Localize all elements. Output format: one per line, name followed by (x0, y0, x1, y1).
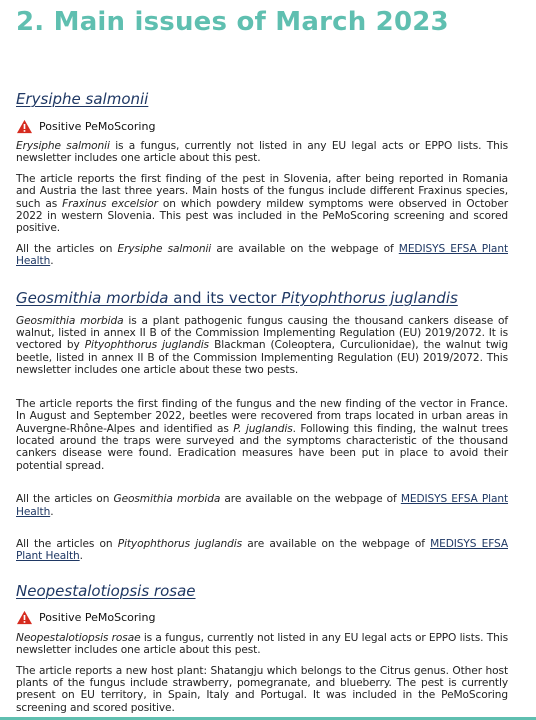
section-neopestalotiopsis-rosae (16, 581, 508, 714)
medisys-link[interactable]: MEDISYS EFSA Plant Health (16, 242, 508, 268)
paragraph: The article reports the first finding of the pest in Slovenia, after being reported in Romania and Austria the last three years. Main hosts of the fungus include different Fraxinus species, such as Fraxinus excelsior on which powdery mildew symptoms were observed in October 2022 in western Slovenia. This pest was included in the PeMoScoring screening and scored positive. (16, 172, 508, 235)
badge-label: Positive PeMoScoring (39, 611, 156, 625)
paragraph: The article reports the first finding of the fungus and the new finding of the vector in France. In August and September 2022, beetles were recovered from traps located in urban areas in Auvergne-Rhône-Alpes and identified as P. juglandis. Following this finding, the walnut trees located around the traps were surveyed and the symptoms characteristic of the thousand cankers disease were found. Eradication measures have been put in place to avoid their potential spread. (16, 397, 508, 472)
paragraph: The article reports a new host plant: Shatangju which belongs to the Citrus genus. Other host plants of the fungus include strawberry, pomegranate, and blueberry. The pest is currently present on EU territory, in Spain, Italy and Portugal. It was included in the PeMoScoring screening and scored positive. (16, 664, 508, 714)
paragraph: Erysiphe salmonii is a fungus, currently not listed in any EU legal acts or EPPO lists. This newsletter includes one article about this pest. (16, 140, 508, 165)
paragraph: All the articles on Erysiphe salmonii are available on the webpage of MEDISYS EFSA Plant Health. (16, 242, 508, 268)
paragraph: Neopestalotiopsis rosae is a fungus, currently not listed in any EU legal acts or EPPO lists. This newsletter includes one article about this pest. (16, 631, 508, 657)
badge-label: Positive PeMoScoring (39, 119, 156, 133)
paragraph: Geosmithia morbida is a plant pathogenic fungus causing the thousand cankers disease of walnut, listed in annex II B of the Commission Implementing Regulation (EU) 2019/2072. It is vectored by Pityophthorus juglandis Blackman (Coleoptera, Curculionidae), the walnut twig beetle, listed in annex II B of the Commission Implementing Regulation (EU) 2019/2072. This newsletter includes one article about these two pests. (16, 314, 508, 377)
pemoscoring-badge (16, 118, 508, 134)
section-title[interactable]: Neopestalotiopsis rosae (16, 581, 196, 600)
warning-triangle-icon (16, 610, 33, 625)
warning-triangle-icon (16, 119, 33, 134)
section-title[interactable]: Geosmithia morbida and its vector Pityophthorus juglandis (16, 288, 458, 307)
paragraph: All the articles on Geosmithia morbida are available on the webpage of MEDISYS EFSA Plant Health. (16, 493, 509, 518)
paragraph: All the articles on Pityophthorus juglandis are available on the webpage of MEDISYS EFSA Plant Health. (16, 537, 508, 563)
page-title: 2. Main issues of March 2023 (16, 7, 449, 37)
main-content (16, 89, 508, 714)
pemoscoring-badge (16, 610, 508, 626)
section-erysiphe-salmonii (16, 89, 508, 268)
medisys-link[interactable]: MEDISYS EFSA Plant Health (16, 537, 508, 563)
section-geosmithia-morbida (16, 288, 508, 563)
section-title[interactable]: Erysiphe salmonii (16, 90, 149, 108)
medisys-link[interactable]: MEDISYS EFSA Plant Health (16, 493, 509, 518)
